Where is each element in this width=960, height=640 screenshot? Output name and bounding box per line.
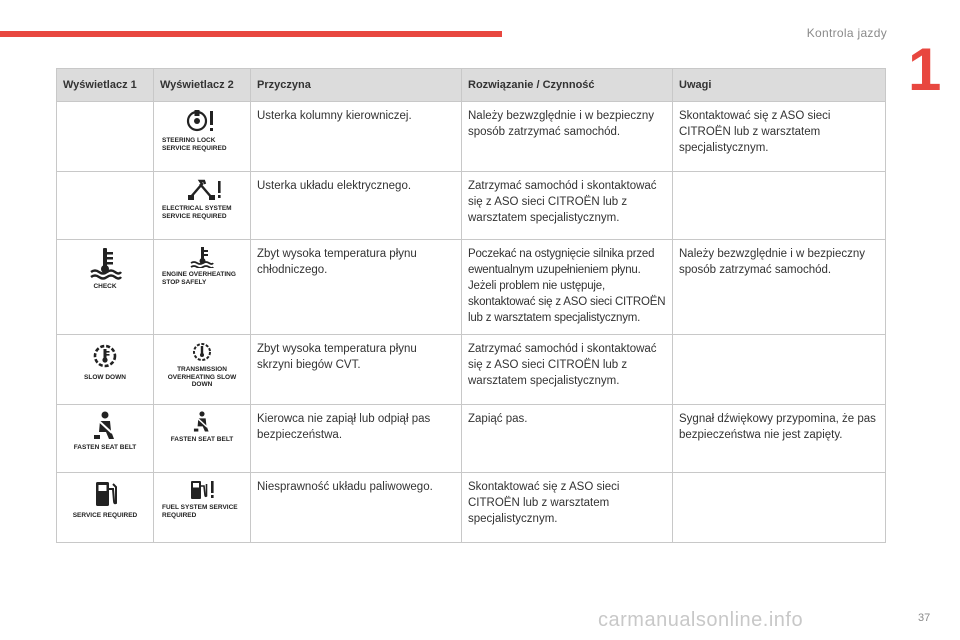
display-1-cell [57,102,154,172]
display-2-cell [154,405,251,473]
column-header-notes: Uwagi [673,69,886,102]
solution-cell: Poczekać na ostygnięcie silnika przed ewentualnym uzupełnieniem płynu. Jeżeli problem nie ustępuje, skontaktować się z ASO sieci CITROËN lub z warsztatem specjalistycznym. [462,240,673,335]
notes-cell: Skontaktować się z ASO sieci CITROËN lub z warsztatem specjalistycznym. [673,102,886,172]
display-2-caption: STEERING LOCK SERVICE REQUIRED [162,137,227,152]
table-header-row [57,69,886,102]
notes-cell: Należy bezwzględnie i w bezpieczny sposób zatrzymać samochód. [673,240,886,335]
table-row [57,335,886,405]
display-1-caption: FASTEN SEAT BELT [73,444,137,451]
display-2-caption: ENGINE OVERHEATING STOP SAFELY [162,271,236,286]
table-row [57,473,886,543]
table-row [57,405,886,473]
cause-cell: Niesprawność układu paliwowego. [251,473,462,543]
display-2-cell [154,102,251,172]
display-2-cell [154,335,251,405]
display-1-cell [57,172,154,240]
cause-cell: Kierowca nie zapiął lub odpiął pas bezpieczeństwa. [251,405,462,473]
steering-lock-icon [180,108,224,134]
seat-belt-icon [191,411,213,433]
transmission-temperature-icon [88,341,122,371]
column-header-display-1: Wyświetlacz 1 [57,69,154,102]
chapter-number: 1 [908,36,942,103]
cause-cell: Zbyt wysoka temperatura płynu skrzyni biegów CVT. [251,335,462,405]
fuel-pump-icon [90,479,120,509]
fuel-system-icon [187,479,217,501]
display-2-cell [154,240,251,335]
table-row [57,102,886,172]
cause-cell: Zbyt wysoka temperatura płynu chłodniczego. [251,240,462,335]
display-1-cell [57,405,154,473]
table-row [57,172,886,240]
display-2-cell [154,473,251,543]
display-1-cell [57,335,154,405]
watermark: carmanualsonline.info [598,609,804,631]
notes-cell [673,473,886,543]
display-2-caption: ELECTRICAL SYSTEM SERVICE REQUIRED [162,205,232,220]
solution-cell: Skontaktować się z ASO sieci CITROËN lub z warsztatem specjalistycznym. [462,473,673,543]
display-1-cell [57,240,154,335]
display-2-caption: FASTEN SEAT BELT [170,436,234,443]
solution-cell: Należy bezwzględnie i w bezpieczny sposób zatrzymać samochód. [462,102,673,172]
solution-cell: Zatrzymać samochód i skontaktować się z ASO sieci CITROËN lub z warsztatem specjalistycznym. [462,172,673,240]
electrical-system-icon [180,178,224,202]
warning-table [56,68,886,543]
cause-cell: Usterka kolumny kierowniczej. [251,102,462,172]
solution-cell: Zatrzymać samochód i skontaktować się z ASO sieci CITROËN lub z warsztatem specjalistycznym. [462,335,673,405]
transmission-temperature-icon [189,341,215,363]
solution-cell: Zapiąć pas. [462,405,673,473]
page-number: 37 [918,612,931,624]
cause-cell: Usterka układu elektrycznego. [251,172,462,240]
column-header-cause: Przyczyna [251,69,462,102]
coolant-temperature-icon [189,246,215,268]
notes-cell [673,335,886,405]
display-2-cell [154,172,251,240]
coolant-temperature-icon [87,246,123,280]
section-title: Kontrola jazdy [806,26,887,40]
display-2-caption: TRANSMISSION OVERHEATING SLOW DOWN [167,366,237,388]
display-2-caption: FUEL SYSTEM SERVICE REQUIRED [162,504,238,519]
column-header-solution: Rozwiązanie / Czynność [462,69,673,102]
notes-cell [673,172,886,240]
notes-cell: Sygnał dźwiękowy przypomina, że pas bezpieczeństwa nie jest zapięty. [673,405,886,473]
display-1-cell [57,473,154,543]
accent-bar [0,31,502,37]
display-1-caption: SLOW DOWN [84,374,126,381]
table-row [57,240,886,335]
display-1-caption: SERVICE REQUIRED [72,512,138,519]
seat-belt-icon [90,411,120,441]
column-header-display-2: Wyświetlacz 2 [154,69,251,102]
display-1-caption: CHECK [93,283,117,290]
